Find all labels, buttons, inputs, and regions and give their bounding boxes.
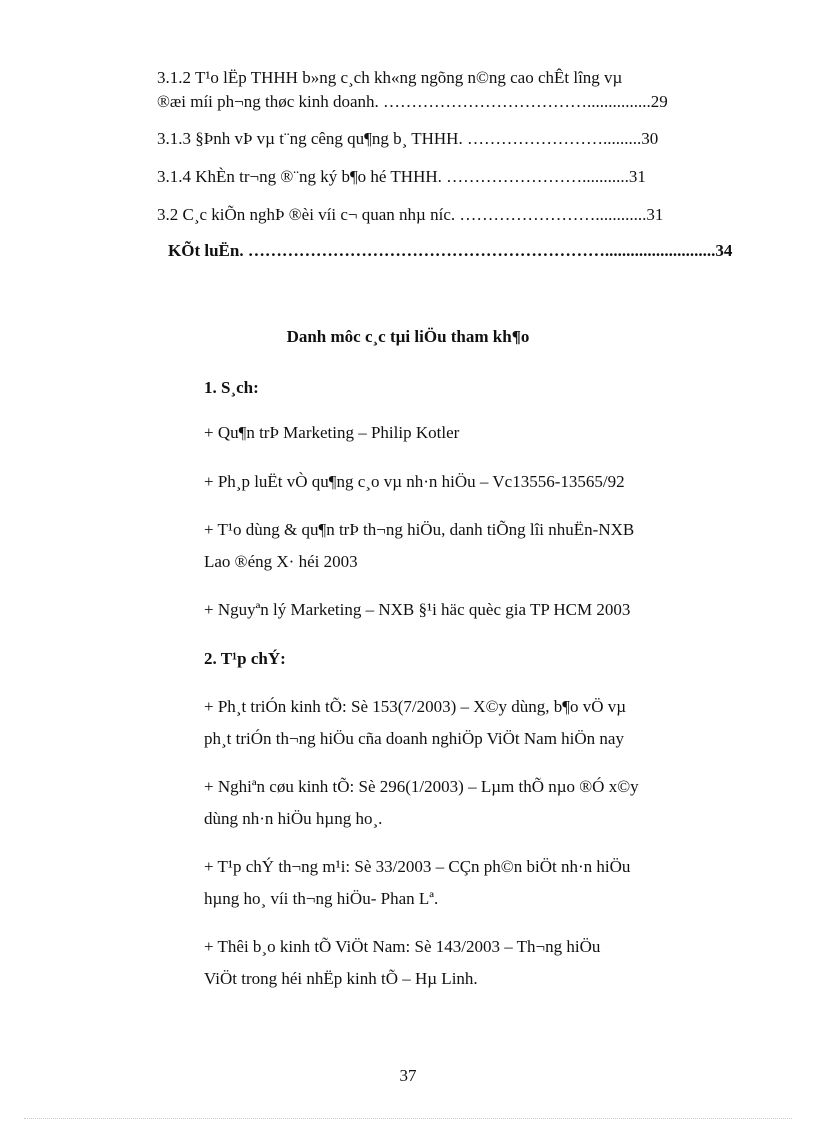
magazine-reference-1-line1: + Ph¸t triÓn kinh tÕ: Sè 153(7/2003) – X©y dùng, b¶o vÖ vµ [204,697,627,716]
magazine-reference-4-line2: ViÖt trong héi nhËp kinh tÕ – Hµ Linh. [204,969,478,988]
page-number: 37 [399,1066,417,1085]
magazine-reference-4-line1: + Thêi b¸o kinh tÕ ViÖt Nam: Sè 143/2003 – Th¬ng hiÖu [204,937,601,956]
section-magazines-heading: 2. T¹p chÝ: [204,649,286,668]
magazine-reference-1-line2: ph¸t triÓn th¬ng hiÖu cña doanh nghiÖp ViÖt Nam hiÖn nay [204,729,624,748]
magazine-reference-2-line2: dùng nh·n hiÖu hµng ho¸. [204,809,383,828]
magazine-reference-2-line1: + Nghiªn cøu kinh tÕ: Sè 296(1/2003) – Lµm thÕ nµo ®Ó x©y [204,777,639,796]
toc-item-3-1-4: 3.1.4 KhÈn tr¬ng ®¨ng ký b¶o hé THHH. ……………………...........31 [157,167,646,186]
magazine-reference-3-line2: hµng ho¸ víi th¬ng hiÖu- Phan Lª. [204,889,439,908]
toc-item-3-2: 3.2 C¸c kiÕn nghÞ ®èi víi c¬ quan nhµ níc. ……………………............31 [157,205,664,224]
book-reference-2: + Ph¸p luËt vÒ qu¶ng c¸o vµ nh·n hiÖu – Vc13556-13565/92 [204,472,625,491]
toc-item-3-1-2-line1: 3.1.2 T¹o lËp THHH b»ng c¸ch kh«ng ngõng n©ng cao chÊt lîng vµ [157,68,623,87]
book-reference-4: + Nguyªn lý Marketing – NXB §¹i häc quèc gia TP HCM 2003 [204,600,631,619]
book-reference-3-line2: Lao ®éng X· héi 2003 [204,552,358,571]
section-books-heading: 1. S¸ch: [204,378,259,397]
page-bottom-divider [24,1118,792,1119]
references-title: Danh môc c¸c tµi liÖu tham kh¶o [286,327,530,346]
toc-item-ket-luan: KÕt luËn. ………………………………………………………..........................34 [168,241,733,260]
toc-item-3-1-2-line2: ®æi míi ph¬ng thøc kinh doanh. ………………………………...............29 [157,92,668,111]
book-reference-1: + Qu¶n trÞ Marketing – Philip Kotler [204,423,460,442]
book-reference-3-line1: + T¹o dùng & qu¶n trÞ th¬ng hiÖu, danh tiÕng lîi nhuËn-NXB [204,520,635,539]
toc-item-3-1-3: 3.1.3 §Þnh vÞ vµ t¨ng cêng qu¶ng b¸ THHH. …………………….........30 [157,129,659,148]
magazine-reference-3-line1: + T¹p chÝ th¬ng m¹i: Sè 33/2003 – CÇn ph©n biÖt nh·n hiÖu [204,857,631,876]
